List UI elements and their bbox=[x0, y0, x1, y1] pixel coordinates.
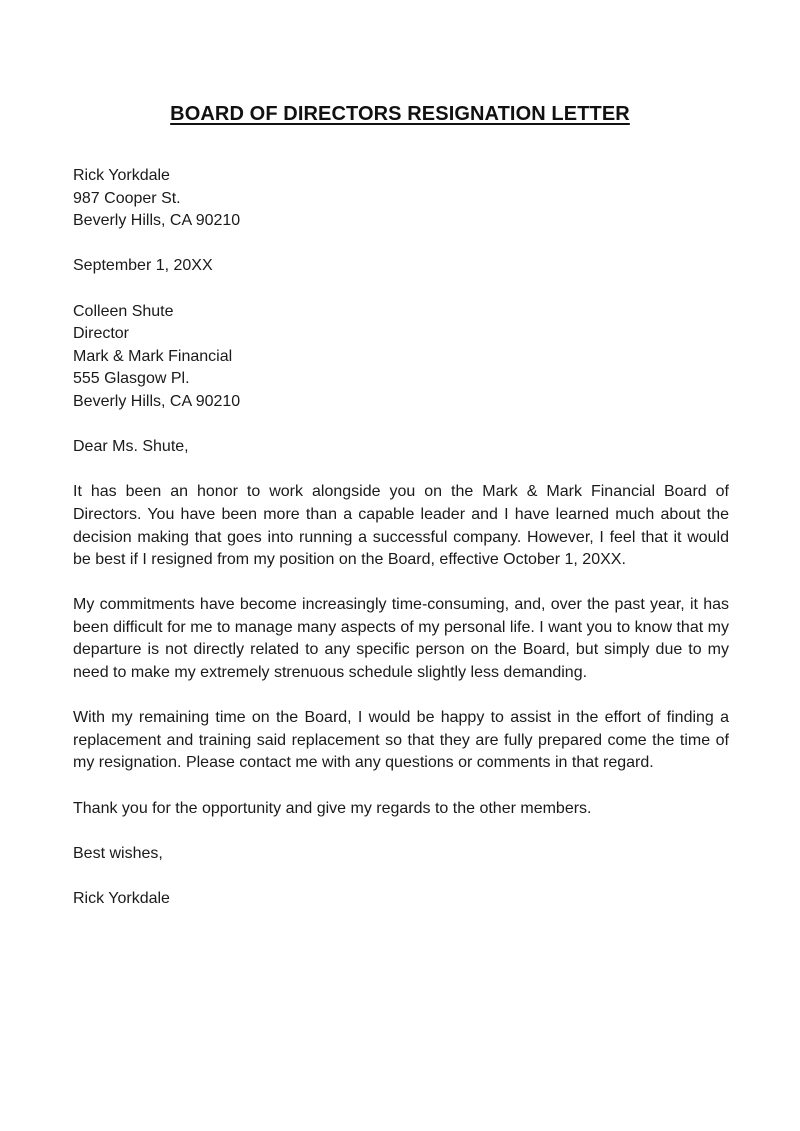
recipient-name: Colleen Shute bbox=[73, 302, 174, 320]
sender-address bbox=[73, 165, 729, 233]
body-paragraph-1: It has been an honor to work alongside you on the Mark & Mark Financial Board of Directors. You have been more than a capable leader and I have learned much about the decision making that goes into running a successful company. However, I feel that it would be best if I resigned from my position on the Board, effective October 1, 20XX. bbox=[73, 483, 729, 569]
sender-street: 987 Cooper St. bbox=[73, 189, 181, 207]
closing: Best wishes, bbox=[73, 844, 163, 862]
signature-name: Rick Yorkdale bbox=[73, 890, 170, 907]
sender-name: Rick Yorkdale bbox=[73, 167, 170, 184]
body-paragraph-4: Thank you for the opportunity and give my regards to the other members. bbox=[73, 799, 592, 817]
letter-title: BOARD OF DIRECTORS RESIGNATION LETTER bbox=[170, 103, 630, 125]
letter-date: September 1, 20XX bbox=[73, 257, 213, 275]
recipient-street: 555 Glasgow Pl. bbox=[73, 370, 190, 388]
salutation: Dear Ms. Shute, bbox=[73, 438, 189, 456]
sender-city: Beverly Hills, CA 90210 bbox=[73, 212, 241, 230]
recipient-city: Beverly Hills, CA 90210 bbox=[73, 392, 241, 410]
body-paragraph-2: My commitments have become increasingly time-consuming, and, over the past year, it has been difficult for me to manage many aspects of my personal life. I want you to know that my departure is not directly related to any specific person on the Board, but simply due to my need to make my extremely strenuous schedule slightly less demanding. bbox=[73, 596, 729, 682]
recipient-title: Director bbox=[73, 325, 130, 343]
letter-body bbox=[73, 165, 729, 911]
recipient-company: Mark & Mark Financial bbox=[73, 347, 233, 365]
recipient-address bbox=[73, 301, 729, 414]
body-paragraph-3: With my remaining time on the Board, I would be happy to assist in the effort of finding a replacement and training said replacement so that they are fully prepared come the time of my resignation. Please contact me with any questions or comments in that regard. bbox=[73, 709, 729, 772]
